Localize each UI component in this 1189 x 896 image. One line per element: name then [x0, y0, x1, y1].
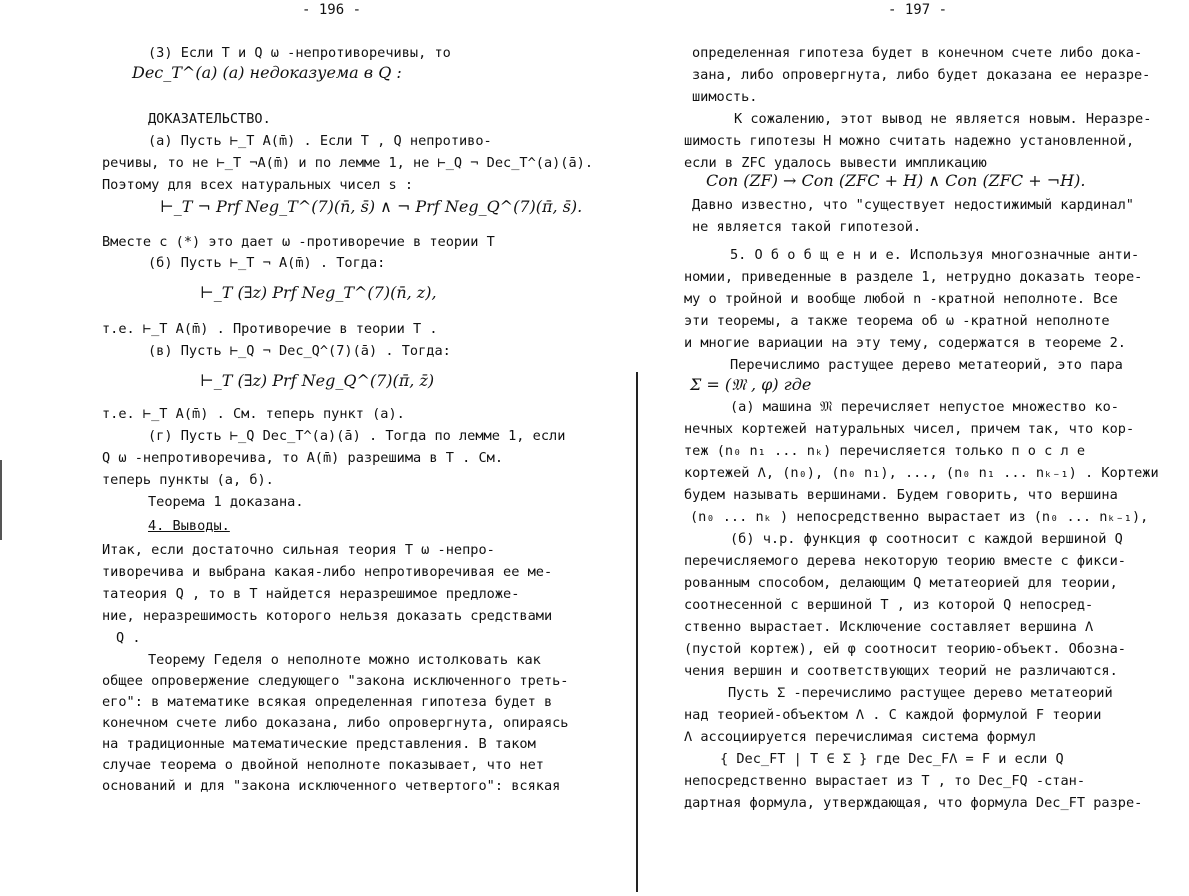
text-line: нечных кортежей натуральных чисел, причем так, что кор- [684, 421, 1135, 437]
text-line: (в) Пусть ⊢_Q ¬ Dec_Q^(7)(ā) . Тогда: [148, 343, 451, 359]
text-line: т.е. ⊢_T A(m̄) . Противоречие в теории T . [102, 321, 438, 337]
text-line: (3) Если T и Q ω -непротиворечивы, то [148, 45, 451, 61]
text-line: Теорема 1 доказана. [148, 494, 304, 510]
text-line: Q ω -непротиворечива, то A(m̄) разрешима в T . См. [102, 450, 504, 466]
section-heading: 4. Выводы. [148, 518, 230, 534]
text-line: Давно известно, что "существует недостижимый кардинал" [692, 197, 1134, 213]
text-line: не является такой гипотезой. [692, 219, 922, 235]
text-line: теперь пункты (а, б). [102, 472, 274, 488]
right-page [640, 0, 1189, 896]
text-line: Λ ассоциируется перечислимая система формул [684, 729, 1036, 745]
text-line: рованным способом, делающим Q метатеорией для теории, [684, 575, 1118, 591]
page-number: - 197 - [888, 2, 948, 18]
formula-line: ⊢_T (∃z) Prf Neg_Q^(7)(π̄, z̄) [200, 371, 435, 390]
text-line: (г) Пусть ⊢_Q Dec_T^(a)(ā) . Тогда по лемме 1, если [148, 428, 566, 444]
text-line: над теорией-объектом Λ . С каждой формулой F теории [684, 707, 1102, 723]
formula-line: Σ = (𝔐 , φ) где [690, 375, 812, 394]
text-line: шимость. [692, 89, 758, 105]
text-line: его": в математике всякая определенная гипотеза будет в [102, 694, 553, 710]
text-line: перечисляемого дерева некоторую теорию вместе с фикси- [684, 553, 1126, 569]
text-line: конечном счете либо доказана, либо опровергнута, опираясь [102, 715, 569, 731]
text-line: случае теорема о двойной неполноте показывает, что нет [102, 757, 544, 773]
text-line: Итак, если достаточно сильная теория T ω -непро- [102, 542, 495, 558]
text-line: тиворечива и выбрана какая-либо непротиворечивая ее ме- [102, 564, 553, 580]
text-line: му о тройной и вообще любой n -кратной неполноте. Все [684, 291, 1118, 307]
text-line: дартная формула, утверждающая, что формула Dec_FT разре- [684, 795, 1143, 811]
text-line: татеория Q , то в T найдется неразрешимое предложе- [102, 586, 520, 602]
text-line: на традиционные математические представления. В таком [102, 736, 536, 752]
text-line: и многие вариации на эту тему, содержатся в теореме 2. [684, 335, 1126, 351]
text-line: (б) ч.р. функция φ соотносит с каждой вершиной Q [730, 531, 1123, 547]
text-line: эти теоремы, а также теорема об ω -кратной неполноте [684, 313, 1110, 329]
text-line: речивы, то не ⊢_T ¬A(m̄) и по лемме 1, не ⊢_Q ¬ Dec_T^(a)(ā). [102, 155, 594, 171]
text-line: { Dec_FT | T ∈ Σ } где Dec_FΛ = F и если Q [720, 751, 1064, 767]
text-line: (n₀ ... nₖ ) непосредственно вырастает из (n₀ ... nₖ₋₁), [690, 509, 1149, 525]
text-line: теж (n₀ n₁ ... nₖ) перечисляется только п о с л е [684, 443, 1086, 459]
text-line: непосредственно вырастает из T , то Dec_FQ -стан- [684, 773, 1086, 789]
text-line: оснований и для "закона исключенного четвертого": всякая [102, 778, 561, 794]
text-line: 5. О б о б щ е н и е. Используя многозначные анти- [730, 247, 1140, 263]
text-line: Поэтому для всех натуральных чисел s : [102, 177, 413, 193]
text-line: (пустой кортеж), ей φ соотносит теорию-объект. Обозна- [684, 641, 1126, 657]
text-line: зана, либо опровергнута, либо будет доказана ее неразре- [692, 67, 1151, 83]
formula-line: Dec_T^(a) (a) недоказуема в Q : [132, 63, 402, 82]
text-line: Вместе с (*) это дает ω -противоречие в теории T [102, 234, 495, 250]
text-line: (б) Пусть ⊢_T ¬ A(m̄) . Тогда: [148, 255, 386, 271]
text-line: общее опровержение следующего "закона исключенного треть- [102, 673, 569, 689]
text-line: Теорему Геделя о неполноте можно истолковать как [148, 652, 541, 668]
text-line: номии, приведенные в разделе 1, нетрудно доказать теоре- [684, 269, 1143, 285]
text-line: ние, неразрешимость которого нельзя доказать средствами [102, 608, 553, 624]
section-heading: ДОКАЗАТЕЛЬСТВО. [148, 111, 271, 127]
page-gutter [636, 372, 638, 892]
text-line: шимость гипотезы H можно считать надежно установленной, [684, 133, 1135, 149]
text-line: будем называть вершинами. Будем говорить, что вершина [684, 487, 1118, 503]
text-line: кортежей Λ, (n₀), (n₀ n₁), ..., (n₀ n₁ ... nₖ₋₁) . Кортежи [684, 465, 1159, 481]
text-line: определенная гипотеза будет в конечном счете либо дока- [692, 45, 1143, 61]
formula-line: Con (ZF) → Con (ZFC + H) ∧ Con (ZFC + ¬H). [706, 171, 1086, 190]
text-line: соотнесенной с вершиной T , из которой Q непосред- [684, 597, 1094, 613]
text-line: Перечислимо растущее дерево метатеорий, это пара [730, 357, 1123, 373]
text-line: если в ZFC удалось вывести импликацию [684, 155, 987, 171]
text-line: ственно вырастает. Исключение составляет вершина Λ [684, 619, 1094, 635]
text-line: К сожалению, этот вывод не является новым. Неразре- [734, 111, 1152, 127]
formula-line: ⊢_T ¬ Prf Neg_T^(7)(n̄, s̄) ∧ ¬ Prf Neg_Q^(7)(π̄, s̄). [160, 197, 583, 216]
text-line: Пусть Σ -перечислимо растущее дерево метатеорий [728, 685, 1113, 701]
page-number: - 196 - [302, 2, 362, 18]
text-line: чения вершин и соответствующих теорий не различаются. [684, 663, 1118, 679]
text-line: (а) Пусть ⊢_T A(m̄) . Если T , Q непротиво- [148, 133, 492, 149]
scan-edge-mark [0, 460, 2, 540]
text-line: Q . [116, 630, 141, 646]
formula-line: ⊢_T (∃z) Prf Neg_T^(7)(n̄, z), [200, 283, 437, 302]
text-line: т.е. ⊢_T A(m̄) . См. теперь пункт (а). [102, 406, 405, 422]
text-line: (а) машина 𝔐 перечисляет непустое множество ко- [730, 399, 1119, 415]
